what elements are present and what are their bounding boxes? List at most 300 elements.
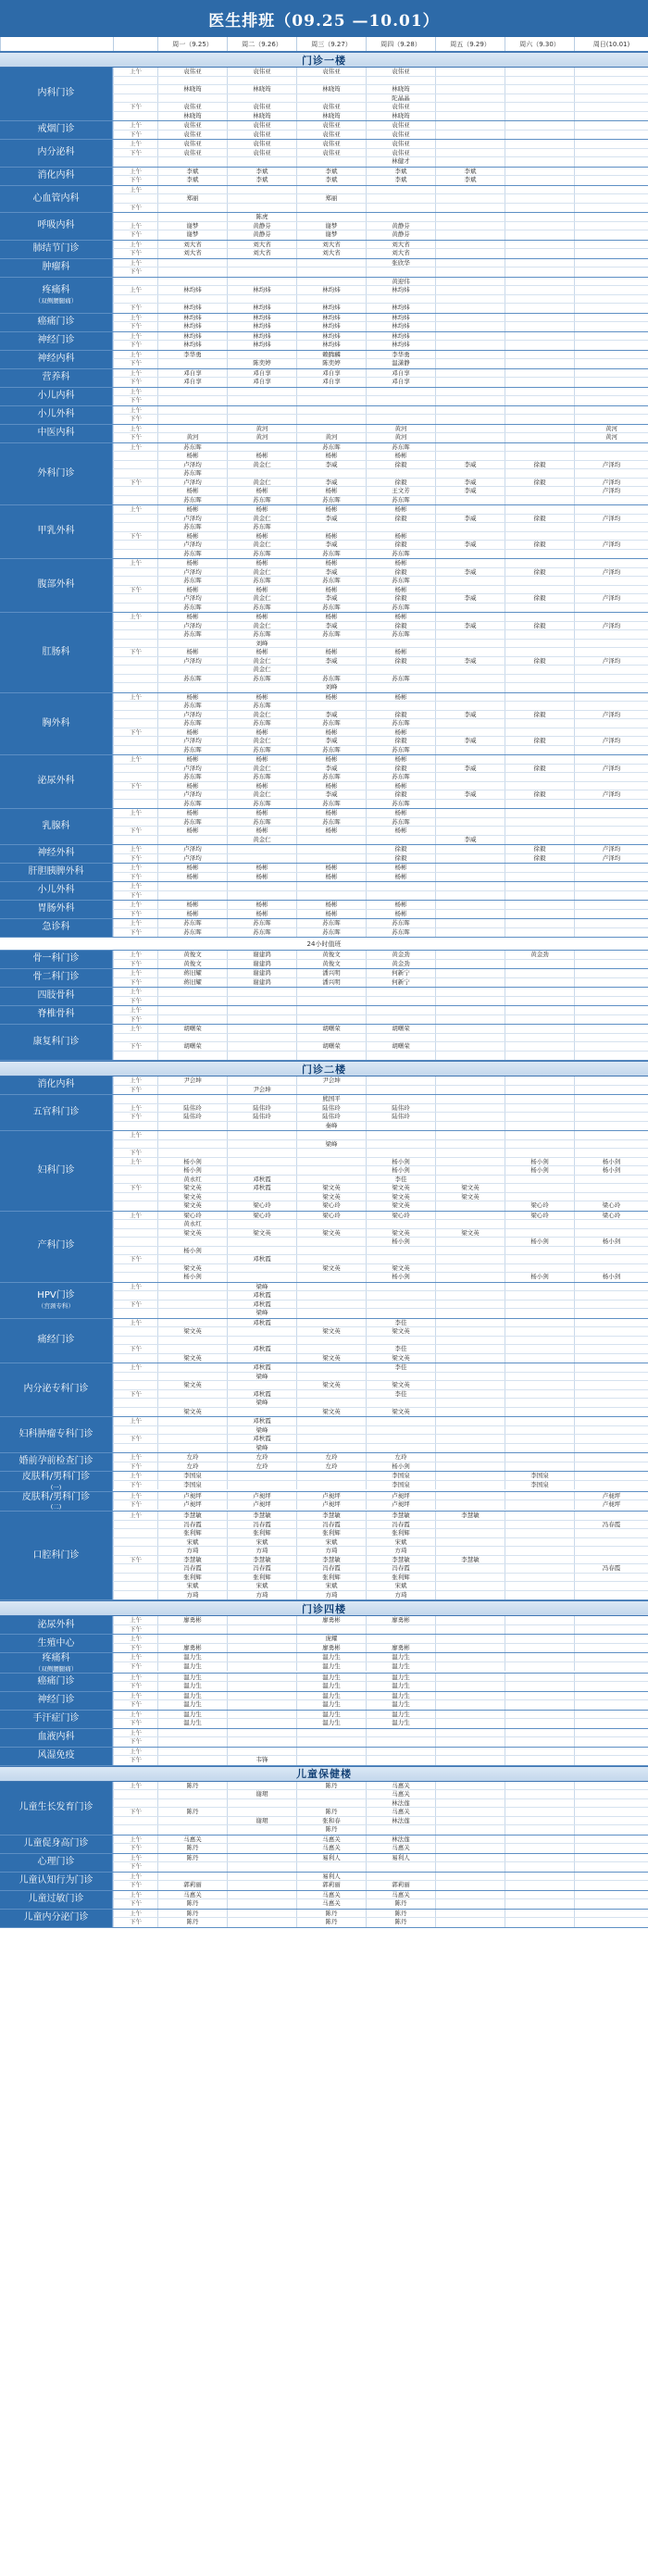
doctor-cell: 邓秋霞 [227,1435,296,1443]
doctor-cell: 杨彬 [227,782,296,790]
doctor-cell [574,1042,648,1051]
doctor-cell [505,186,574,194]
doctor-cell [435,1881,505,1890]
doctor-cell: 胡曙荣 [157,1042,227,1051]
doctor-cell [574,1176,648,1184]
doctor-cell: 卢泽均 [574,515,648,523]
doctor-cell [227,683,296,692]
doctor-cell: 陆伟玲 [157,1113,227,1121]
doctor-cell: 杨小剑 [505,1238,574,1246]
doctor-cell: 苏东晖 [227,702,296,710]
doctor-cell [366,683,435,692]
doctor-cell: 冯春霞 [227,1564,296,1573]
doctor-cell: 杨彬 [157,873,227,882]
doctor-cell [227,1616,296,1624]
schedule-row [113,1862,648,1872]
doctor-cell [574,997,648,1006]
schedule-row [113,388,648,397]
doctor-cell [157,1255,227,1263]
doctor-cell [227,1015,296,1025]
department-name [0,845,113,863]
doctor-cell [435,1408,505,1417]
doctor-cell [435,1547,505,1555]
doctor-cell [505,1337,574,1345]
doctor-cell: 廖勇彬 [157,1644,227,1653]
doctor-cell [227,1644,296,1653]
doctor-cell: 杨彬 [296,586,366,594]
doctor-cell: 杨彬 [296,505,366,514]
doctor-cell: 黄河 [574,425,648,433]
schedule-row [113,1547,648,1556]
doctor-cell: 梁文英 [366,1229,435,1238]
doctor-cell: 赖腾麟 [296,351,366,359]
doctor-cell [574,1854,648,1862]
department-name [0,443,113,505]
department-label: 消化内科 [37,1079,75,1090]
doctor-cell: 杨彬 [157,613,227,621]
department-block [0,1095,648,1131]
doctor-cell [435,406,505,415]
doctor-cell [227,1042,296,1051]
doctor-cell [505,1034,574,1042]
period-cell [113,1354,157,1363]
department-label: HPV门诊 [37,1290,75,1301]
doctor-cell [157,1086,227,1095]
doctor-cell [505,1799,574,1808]
period-cell: 下午 [113,1184,157,1192]
doctor-cell [435,1635,505,1643]
doctor-cell [435,68,505,76]
doctor-cell [435,683,505,692]
doctor-cell [505,719,574,728]
doctor-cell [435,1574,505,1582]
doctor-cell: 杨彬 [157,487,227,495]
department-name [0,213,113,240]
doctor-cell: 苏东晖 [366,818,435,827]
doctor-cell: 徐毅 [505,541,574,549]
doctor-cell: 温力生 [366,1653,435,1661]
period-cell: 下午 [113,728,157,737]
doctor-cell [574,1817,648,1825]
doctor-cell [574,332,648,341]
doctor-cell [227,997,296,1006]
schedule-row [113,406,648,416]
doctor-cell [366,77,435,85]
period-cell [113,1591,157,1600]
period-cell: 上午 [113,864,157,872]
doctor-cell: 徐毅 [366,461,435,469]
doctor-cell [574,1899,648,1909]
doctor-cell [435,1481,505,1490]
schedule-row [113,222,648,231]
doctor-cell [157,1122,227,1131]
doctor-cell: 苏东晖 [227,675,296,683]
department-label: 内分泌专科门诊 [23,1384,89,1395]
department-name [0,864,113,881]
doctor-cell [227,1076,296,1085]
column-header: 周五（9.29） [435,37,505,51]
doctor-cell [505,213,574,221]
doctor-cell: 梁峰 [227,1399,296,1407]
period-cell: 上午 [113,755,157,764]
doctor-cell [435,864,505,872]
doctor-cell: 卢泽均 [157,479,227,487]
department-label: 胸外科 [42,717,70,728]
schedule-row [113,675,648,684]
doctor-cell: 黄俊文 [296,960,366,969]
schedule-row [113,341,648,350]
doctor-cell: 温力生 [157,1662,227,1672]
doctor-cell: 李斌 [157,176,227,185]
doctor-cell [505,910,574,919]
doctor-cell [505,891,574,901]
doctor-cell [366,702,435,710]
doctor-cell [435,1158,505,1166]
doctor-cell: 袁伟亚 [366,131,435,140]
doctor-cell [435,919,505,927]
doctor-cell: 黄金仁 [227,515,296,523]
period-cell [113,719,157,728]
doctor-cell [366,1737,435,1747]
doctor-cell: 黄河 [366,433,435,442]
doctor-cell [505,332,574,341]
doctor-cell: 邓自享 [366,369,435,378]
department-name [0,969,113,987]
department-block [0,1873,648,1891]
doctor-cell [296,1319,366,1327]
period-cell: 下午 [113,1113,157,1121]
doctor-cell [296,1283,366,1291]
schedule-row [113,286,648,295]
doctor-cell [505,157,574,167]
doctor-cell [505,1193,574,1201]
period-cell: 上午 [113,1006,157,1014]
doctor-cell [157,388,227,396]
schedule-row [113,1521,648,1530]
department-block [0,1212,648,1283]
doctor-cell [505,1417,574,1425]
doctor-cell: 李斌 [157,168,227,176]
doctor-cell [157,1635,227,1643]
schedule-row [113,988,648,997]
schedule-row [113,1444,648,1453]
doctor-cell [574,1729,648,1737]
period-cell: 上午 [113,1158,157,1166]
doctor-cell [435,1737,505,1747]
period-cell: 下午 [113,304,157,313]
department-block [0,140,648,168]
doctor-cell: 杨彬 [157,452,227,460]
doctor-cell [366,1729,435,1737]
doctor-cell [296,1799,366,1808]
doctor-cell [574,1756,648,1765]
doctor-cell [435,1149,505,1157]
doctor-cell [435,1381,505,1389]
doctor-cell: 杨彬 [296,910,366,919]
doctor-cell: 徐毅 [505,568,574,577]
doctor-cell [435,131,505,140]
doctor-cell: 杨彬 [227,864,296,872]
period-cell: 下午 [113,1808,157,1816]
doctor-cell [505,425,574,433]
schedule-row [113,1363,648,1373]
schedule-row [113,1042,648,1052]
doctor-cell [574,1381,648,1389]
doctor-cell [574,112,648,121]
doctor-cell: 袁伟亚 [366,103,435,111]
period-cell [113,1521,157,1529]
department-block [0,755,648,809]
schedule-row [113,951,648,960]
doctor-cell [574,388,648,396]
doctor-cell: 苏东晖 [296,800,366,809]
period-cell: 下午 [113,149,157,157]
doctor-cell [574,149,648,157]
schedule-row [113,1500,648,1510]
department-name [0,332,113,350]
period-cell [113,496,157,505]
doctor-cell [505,827,574,835]
doctor-cell [296,1034,366,1042]
doctor-cell: 林晓筠 [366,85,435,93]
schedule-row [113,1417,648,1426]
doctor-cell [157,666,227,674]
column-header: 周四（9.28） [366,37,435,51]
doctor-cell [435,978,505,988]
doctor-cell: 袁伟亚 [157,131,227,140]
department-label: 儿童过敏门诊 [28,1894,84,1905]
doctor-cell [435,951,505,959]
period-cell: 下午 [113,1881,157,1890]
doctor-cell [227,1881,296,1890]
doctor-cell [574,640,648,648]
department-label: 心理门诊 [37,1857,75,1868]
doctor-cell: 陆伟玲 [296,1104,366,1113]
doctor-cell [435,157,505,167]
doctor-cell [435,1711,505,1719]
doctor-cell [157,988,227,996]
doctor-cell: 邓秋霞 [227,1176,296,1184]
period-cell: 上午 [113,1711,157,1719]
doctor-cell [505,978,574,988]
doctor-cell: 梁文英 [157,1354,227,1363]
doctor-cell [435,1373,505,1381]
doctor-cell: 陈丹 [157,1910,227,1918]
doctor-cell: 易利人 [296,1854,366,1862]
doctor-cell [157,1345,227,1353]
schedule-row [113,1472,648,1481]
doctor-cell [574,773,648,781]
schedule-row [113,969,648,978]
doctor-cell: 杨彬 [157,910,227,919]
department-label: 急诊科 [42,922,70,933]
department-label: 口腔科门诊 [32,1549,80,1561]
doctor-cell [574,613,648,621]
schedule-row [113,1692,648,1701]
doctor-cell [435,433,505,442]
schedule-row [113,1095,648,1104]
doctor-cell [296,1444,366,1453]
schedule-row [113,487,648,496]
doctor-cell: 郭莉丽 [296,1881,366,1890]
column-header [0,37,113,51]
doctor-cell: 黄金劲 [366,960,435,969]
schedule-row [113,359,648,368]
doctor-cell: 左玲 [227,1453,296,1462]
doctor-cell [435,1756,505,1765]
doctor-cell: 温力生 [366,1682,435,1691]
doctor-cell: 梁文英 [366,1201,435,1211]
doctor-cell: 张利辉 [227,1529,296,1537]
doctor-cell: 徐毅 [366,479,435,487]
doctor-cell [574,559,648,567]
period-cell: 上午 [113,351,157,359]
doctor-cell [574,1891,648,1899]
doctor-cell: 左玲 [227,1462,296,1472]
doctor-cell [435,1625,505,1635]
doctor-cell: 卢泽均 [574,541,648,549]
doctor-cell: 林均炜 [227,322,296,331]
doctor-cell [435,1247,505,1255]
doctor-cell: 李威 [435,594,505,603]
doctor-cell: 卢泽均 [157,845,227,853]
doctor-cell [574,988,648,996]
period-cell: 上午 [113,1635,157,1643]
doctor-cell: 黄俊文 [157,960,227,969]
period-cell: 下午 [113,341,157,350]
doctor-cell: 李威 [296,622,366,630]
doctor-cell [505,1426,574,1435]
doctor-cell [574,719,648,728]
department-block [0,1025,648,1061]
doctor-cell [227,1481,296,1490]
doctor-cell [366,836,435,845]
doctor-cell [296,396,366,405]
doctor-cell [574,168,648,176]
doctor-cell [157,1873,227,1881]
period-cell: 下午 [113,1918,157,1927]
doctor-cell [574,818,648,827]
doctor-cell [157,1417,227,1425]
doctor-cell [366,640,435,648]
doctor-cell [574,121,648,130]
period-cell: 下午 [113,928,157,938]
doctor-cell [157,415,227,424]
department-name [0,314,113,331]
doctor-cell: 陈丹 [157,1899,227,1909]
doctor-cell: 温力生 [296,1674,366,1682]
department-name [0,1417,113,1452]
schedule-row [113,157,648,167]
doctor-cell: 苏东晖 [227,800,296,809]
doctor-cell [296,1748,366,1756]
schedule-row [113,94,648,104]
doctor-cell [574,1591,648,1600]
doctor-cell [505,1176,574,1184]
schedule-row [113,683,648,692]
doctor-cell: 李国泉 [157,1481,227,1490]
doctor-cell [366,1131,435,1139]
doctor-cell [435,818,505,827]
doctor-cell: 温力生 [157,1682,227,1691]
doctor-cell [574,1582,648,1590]
department-name [0,1472,113,1491]
doctor-cell [435,259,505,268]
doctor-cell [435,396,505,405]
doctor-cell: 杨彬 [227,693,296,702]
doctor-cell [574,1319,648,1327]
doctor-cell: 温潇静 [366,359,435,368]
doctor-cell [435,369,505,378]
doctor-cell: 林晓筠 [157,85,227,93]
doctor-cell [296,1435,366,1443]
doctor-cell: 陈丹 [296,1782,366,1790]
department-block [0,1635,648,1653]
period-cell: 上午 [113,121,157,130]
doctor-cell: 胡曙荣 [366,1042,435,1051]
doctor-cell: 李国泉 [157,1472,227,1480]
doctor-cell: 梁文英 [435,1229,505,1238]
doctor-cell [505,577,574,585]
doctor-cell: 黄金仁 [227,594,296,603]
doctor-cell [505,1453,574,1462]
doctor-cell: 卢泽均 [574,461,648,469]
department-label: 营养科 [42,371,70,382]
schedule-row [113,85,648,94]
doctor-cell: 刘大省 [157,249,227,258]
period-cell: 上午 [113,1492,157,1500]
doctor-cell [505,1309,574,1318]
doctor-cell [366,1086,435,1095]
doctor-cell [157,1015,227,1025]
doctor-cell [296,1390,366,1399]
doctor-cell [574,341,648,350]
department-name [0,1910,113,1927]
doctor-cell: 卢泽均 [157,790,227,799]
period-cell: 下午 [113,268,157,277]
department-label: 肺结节门诊 [32,243,80,254]
doctor-cell [505,1616,574,1624]
doctor-cell: 陈丹 [296,1808,366,1816]
doctor-cell: 李国泉 [505,1481,574,1490]
doctor-cell: 陈丹 [366,1918,435,1927]
period-cell: 上午 [113,1453,157,1462]
doctor-cell [435,1122,505,1131]
department-name [0,1782,113,1835]
doctor-cell: 杨彬 [296,452,366,460]
period-cell: 下午 [113,103,157,111]
doctor-cell: 苏东晖 [227,577,296,585]
schedule-row [113,213,648,222]
doctor-cell: 梁峰 [296,1140,366,1149]
doctor-cell: 杨彬 [296,648,366,656]
doctor-cell: 卢昶坪 [366,1492,435,1500]
doctor-cell [505,864,574,872]
schedule-row [113,1184,648,1193]
schedule-row [113,1399,648,1408]
doctor-cell: 温力生 [366,1662,435,1672]
department-label: 骨二科门诊 [32,972,80,983]
doctor-cell [505,1399,574,1407]
doctor-cell [574,1345,648,1353]
doctor-cell: 梁文英 [296,1408,366,1417]
doctor-cell: 黄金仁 [227,790,296,799]
schedule-row [113,1283,648,1292]
doctor-cell: 何新宁 [366,978,435,988]
doctor-cell [574,1220,648,1228]
column-header: 周二（9.26） [227,37,296,51]
doctor-cell [227,1408,296,1417]
